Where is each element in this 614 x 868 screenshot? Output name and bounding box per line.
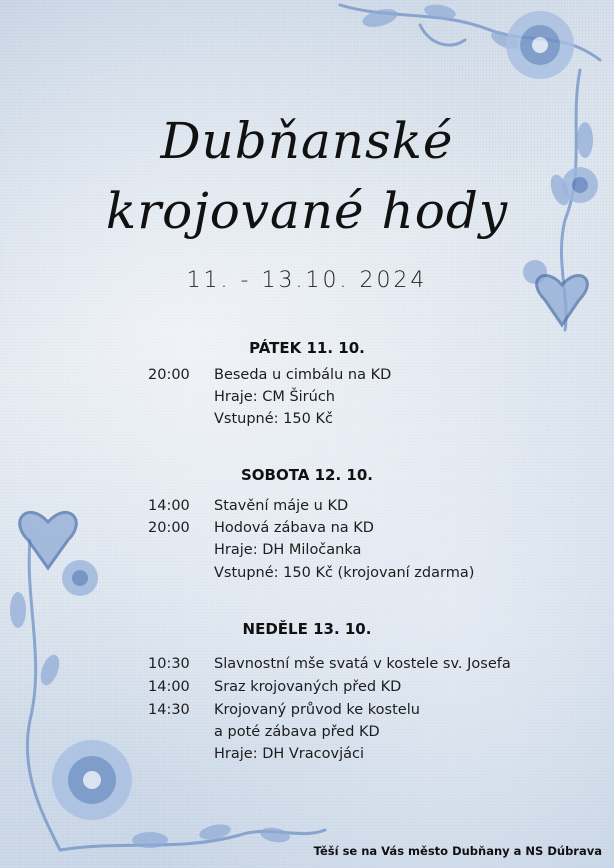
schedule-time: 10:30 <box>148 656 190 672</box>
schedule-row <box>0 520 614 542</box>
schedule-row <box>0 746 614 768</box>
schedule-row <box>0 498 614 520</box>
schedule-time: 20:00 <box>148 520 190 536</box>
schedule-row <box>0 542 614 564</box>
schedule-row <box>0 656 614 678</box>
event-title-line-2: krojované hody <box>105 182 509 240</box>
footer-credit: Těší se na Vás město Dubňany a NS Dúbrava <box>313 844 602 858</box>
schedule-text: Hodová zábava na KD <box>214 520 374 536</box>
schedule-text: Sraz krojovaných před KD <box>214 679 402 695</box>
schedule-row <box>0 367 614 389</box>
schedule-text: Slavnostní mše svatá v kostele sv. Josefa <box>214 656 511 672</box>
schedule-row <box>0 724 614 746</box>
schedule-row <box>0 565 614 587</box>
schedule-row <box>0 679 614 701</box>
schedule-text: Beseda u cimbálu na KD <box>214 367 392 383</box>
event-dates: 11. - 13.10. 2024 <box>186 268 428 293</box>
day-heading-friday: PÁTEK 11. 10. <box>249 339 365 357</box>
schedule-text: Hraje: DH Vracovjáci <box>214 746 364 762</box>
schedule-row <box>0 389 614 411</box>
day-heading-sunday: NEDĚLE 13. 10. <box>242 620 372 638</box>
schedule-text: Stavění máje u KD <box>214 498 349 514</box>
schedule-text: a poté zábava před KD <box>214 724 380 740</box>
schedule-time: 14:30 <box>148 702 190 718</box>
floral-ornament-top-right-icon <box>300 0 614 360</box>
schedule-text: Vstupné: 150 Kč <box>214 411 333 427</box>
event-title-line-1: Dubňanské <box>160 112 454 170</box>
schedule-time: 14:00 <box>148 498 190 514</box>
schedule-time: 14:00 <box>148 679 190 695</box>
schedule-text: Hraje: CM Širúch <box>214 389 335 405</box>
schedule-text: Krojovaný průvod ke kostelu <box>214 702 420 718</box>
day-heading-saturday: SOBOTA 12. 10. <box>240 466 373 484</box>
schedule-text: Hraje: DH Miločanka <box>214 542 362 558</box>
schedule-row <box>0 702 614 724</box>
schedule-text: Vstupné: 150 Kč (krojovaní zdarma) <box>214 565 475 581</box>
schedule-time: 20:00 <box>148 367 190 383</box>
schedule-row <box>0 411 614 433</box>
